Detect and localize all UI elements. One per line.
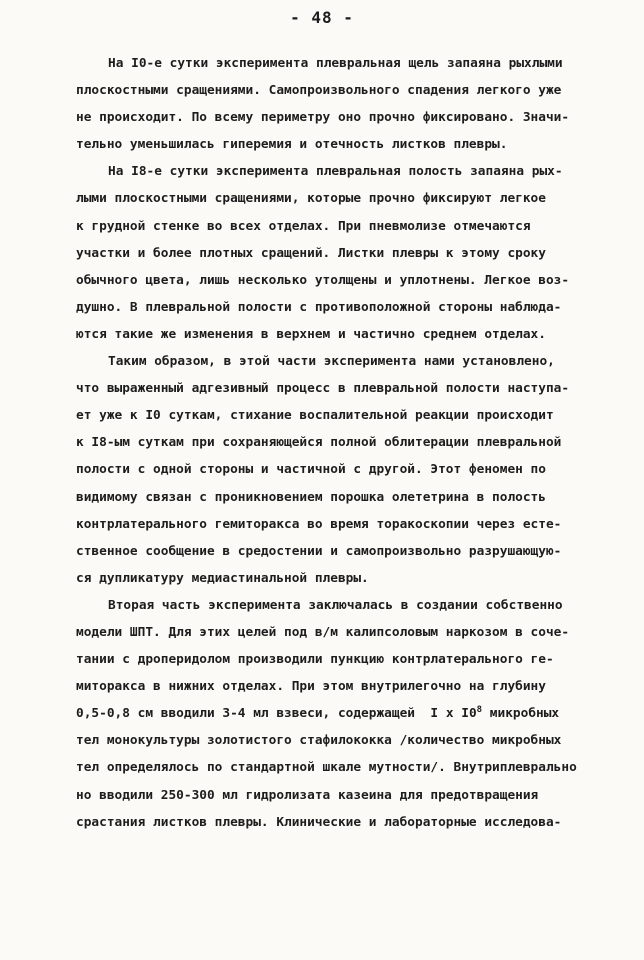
- text-line: видимому связан с проникновением порошка олететрина в полость: [76, 489, 546, 505]
- text-line: Вторая часть эксперимента заключалась в создании собственно: [108, 597, 563, 613]
- paragraph: [76, 592, 596, 836]
- text-line: полости с одной стороны и частичной с другой. Этот феномен по: [76, 462, 546, 478]
- text-line: к грудной стенке во всех отделах. При пневмолизе отмечаются: [76, 218, 531, 234]
- paragraph: [76, 348, 596, 592]
- text-line: ственное сообщение в средостении и самопроизвольно разрушающую-: [76, 543, 562, 559]
- text-line: ются такие же изменения в верхнем и частично среднем отделах.: [76, 326, 546, 342]
- text-line: 0,5-0,8 см вводили 3-4 мл взвеси, содержащей: [76, 706, 415, 722]
- text-line: тании с дроперидолом производили пункцию контрлатерального ге-: [76, 652, 554, 668]
- text-line: к I8-ым суткам при сохраняющейся полной облитерации плевральной: [76, 435, 562, 451]
- text-line: контрлатерального гемиторакса во время торакоскопии через есте-: [76, 516, 562, 532]
- page-number: - 48 -: [290, 8, 354, 27]
- text-line: обычного цвета, лишь несколько утолщены и уплотнены. Легкое воз-: [76, 272, 570, 288]
- text-line: тел монокультуры золотистого стафилококка /количество микробных: [76, 733, 562, 749]
- text-body: [76, 50, 596, 836]
- text-line: но вводили 250-300 мл гидролизата казеина для предотвращения: [76, 787, 539, 803]
- formula-exponent: 8: [476, 705, 483, 716]
- text-line: не происходит. По всему периметру оно прочно фиксировано. Значи-: [76, 110, 570, 126]
- text-line: модели ШПТ. Для этих целей под в/м калипсоловым наркозом в соче-: [76, 624, 570, 640]
- text-line: На I0-е сутки эксперимента плевральная щель запаяна рыхлыми: [108, 56, 563, 71]
- text-line: миторакса в нижних отделах. При этом внутрилегочно на глубину: [76, 679, 546, 695]
- text-line: участки и более плотных сращений. Листки плевры к этому сроку: [76, 245, 546, 261]
- text-line: лыми плоскостными сращениями, которые прочно фиксируют легкое: [76, 191, 546, 207]
- text-line: плоскостными сращениями. Самопроизвольного спадения легкого уже: [76, 83, 562, 99]
- text-line-with-formula: [76, 700, 596, 727]
- text-line: тел определялось по стандартной шкале мутности/. Внутриплеврально: [76, 760, 577, 776]
- text-line: ет уже к I0 суткам, стихание воспалительной реакции происходит: [76, 408, 554, 424]
- text-line: срастания листков плевры. Клинические и лабораторные исследова-: [76, 814, 562, 830]
- text-line: что выраженный адгезивный процесс в плевральной полости наступа-: [76, 381, 570, 397]
- text-line: тельно уменьшилась гиперемия и отечность листков плевры.: [76, 137, 508, 153]
- text-line: На I8-е сутки эксперимента плевральная полость запаяна рых-: [108, 164, 563, 180]
- text-line: ся дупликатуру медиастинальной плевры.: [76, 570, 369, 586]
- paragraph: [76, 158, 596, 348]
- formula-suffix: микробных: [489, 706, 560, 722]
- formula-prefix: I x I0: [430, 706, 477, 722]
- text-line: Таким образом, в этой части эксперимента нами установлено,: [108, 354, 555, 370]
- text-line: душно. В плевральной полости с противоположной стороны наблюда-: [76, 299, 562, 315]
- paragraph: [76, 50, 596, 158]
